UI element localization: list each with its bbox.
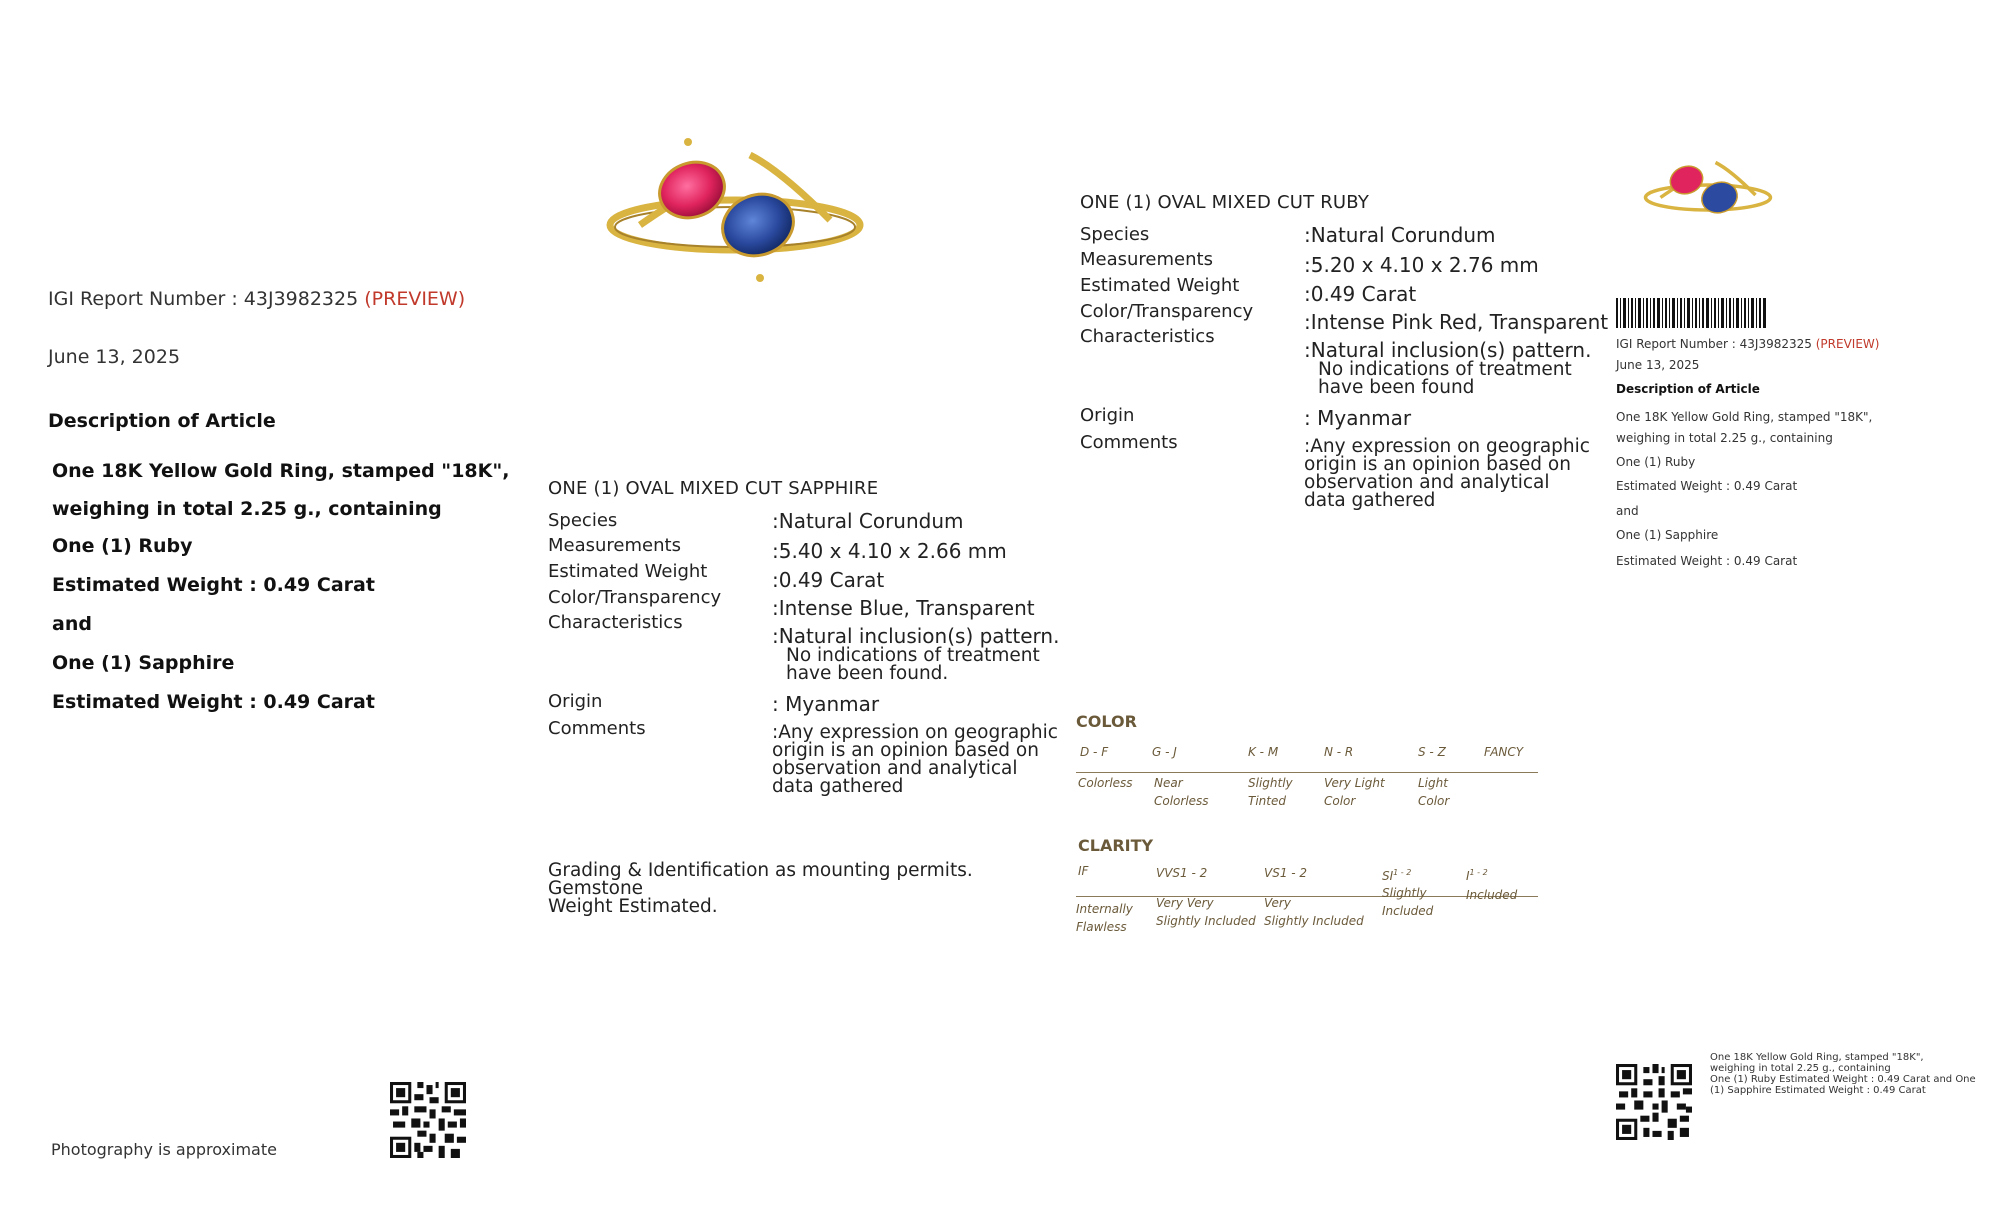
sapphire-comments-line: observation and analytical: [772, 758, 1018, 779]
description-line: One (1) Ruby: [52, 535, 193, 557]
summary-line: One (1) Sapphire: [1616, 528, 1719, 542]
summary-line: One 18K Yellow Gold Ring, stamped "18K",: [1616, 410, 1873, 424]
sapphire-color-label: Color/Transparency: [548, 587, 722, 608]
color-grade-desc: Very Light: [1324, 776, 1385, 790]
clarity-grade-code: [1466, 868, 1488, 883]
color-grade-code: S - Z: [1418, 745, 1446, 759]
sapphire-comments-label: Comments: [548, 718, 646, 739]
color-grade-desc: Colorless: [1078, 776, 1133, 790]
preview-badge: (PREVIEW): [364, 288, 466, 310]
clarity-grade-code: VVS1 - 2: [1156, 866, 1208, 880]
description-line: One (1) Sapphire: [52, 652, 235, 674]
summary-line: Estimated Weight : 0.49 Carat: [1616, 554, 1798, 568]
sapphire-origin-label: Origin: [548, 691, 603, 712]
color-grade-desc: Light: [1418, 776, 1448, 790]
clarity-grade-desc: Slightly: [1382, 886, 1427, 900]
grading-note-line: Grading & Identification as mounting permits. Gemstone: [548, 860, 973, 899]
color-grade-code: FANCY: [1484, 745, 1524, 759]
clarity-grade-sup: 1 - 2: [1393, 868, 1412, 877]
clarity-grade-desc: Included: [1382, 904, 1434, 918]
clarity-grade-desc: Included: [1466, 888, 1518, 902]
sapphire-measurements-label: Measurements: [548, 535, 681, 556]
ruby-comments-line: data gathered: [1304, 490, 1436, 511]
summary-report-number: [1616, 337, 1879, 351]
ruby-color-value: :Intense Pink Red, Transparent: [1304, 310, 1609, 334]
summary-line: One (1) Ruby: [1616, 455, 1696, 469]
color-grade-code: G - J: [1152, 745, 1177, 759]
color-grade-code: D - F: [1080, 745, 1109, 759]
color-scale-title: COLOR: [1076, 712, 1137, 731]
summary-date: June 13, 2025: [1616, 358, 1700, 372]
clarity-grade-desc: Slightly Included: [1264, 914, 1364, 928]
ruby-origin-value: : Myanmar: [1304, 406, 1412, 430]
grading-note-line: Weight Estimated.: [548, 896, 718, 917]
ring-thumbnail: [1640, 150, 1776, 230]
clarity-grade-desc: Very: [1264, 896, 1291, 910]
description-line: Estimated Weight : 0.49 Carat: [52, 691, 375, 713]
ruby-characteristics-extra: have been found: [1318, 377, 1475, 398]
summary-line: and: [1616, 504, 1639, 518]
ruby-comments-line: origin is an opinion based on: [1304, 454, 1571, 475]
color-grade-desc: Near: [1154, 776, 1183, 790]
clarity-grade-sup: 1 - 2: [1469, 868, 1488, 877]
sapphire-characteristics-value: :Natural inclusion(s) pattern.: [772, 624, 1060, 648]
sapphire-color-value: :Intense Blue, Transparent: [772, 596, 1035, 620]
ruby-measurements-label: Measurements: [1080, 249, 1213, 270]
ruby-characteristics-label: Characteristics: [1080, 326, 1215, 347]
ruby-species-value: :Natural Corundum: [1304, 223, 1496, 247]
sapphire-weight-value: :0.49 Carat: [772, 568, 885, 592]
summary-line: Estimated Weight : 0.49 Carat: [1616, 479, 1798, 493]
qr-caption-line: One 18K Yellow Gold Ring, stamped "18K",: [1710, 1052, 1924, 1063]
summary-qr-code-icon: [1616, 1064, 1692, 1140]
ruby-comments-line: :Any expression on geographic: [1304, 436, 1590, 457]
summary-description-title: Description of Article: [1616, 382, 1760, 396]
sapphire-weight-label: Estimated Weight: [548, 561, 708, 582]
clarity-grade-desc: Slightly Included: [1156, 914, 1256, 928]
grading-note: [548, 862, 1048, 916]
sapphire-characteristics-extra: No indications of treatment: [786, 645, 1040, 666]
ruby-comments-line: observation and analytical: [1304, 472, 1550, 493]
qr-caption-line: (1) Sapphire Estimated Weight : 0.49 Carat: [1710, 1085, 1926, 1096]
qr-caption-line: One (1) Ruby Estimated Weight : 0.49 Carat and One: [1710, 1074, 1976, 1085]
sapphire-species-value: :Natural Corundum: [772, 509, 964, 533]
clarity-grade-desc: Internally: [1076, 902, 1133, 916]
description-line: and: [52, 613, 92, 635]
qr-code-icon: [390, 1082, 466, 1158]
ruby-characteristics-value: :Natural inclusion(s) pattern.: [1304, 338, 1592, 362]
sapphire-measurements-value: :5.40 x 4.10 x 2.66 mm: [772, 539, 1007, 563]
ruby-weight-value: :0.49 Carat: [1304, 282, 1417, 306]
sapphire-comments-line: origin is an opinion based on: [772, 740, 1039, 761]
clarity-scale-title: CLARITY: [1078, 836, 1154, 855]
sapphire-characteristics-extra: have been found.: [786, 663, 949, 684]
clarity-grade-desc: Very Very: [1156, 896, 1214, 910]
summary-report-label: IGI Report Number : 43J3982325: [1616, 337, 1812, 351]
sapphire-species-label: Species: [548, 510, 618, 531]
description-line: weighing in total 2.25 g., containing: [52, 498, 442, 520]
report-number: [48, 288, 465, 310]
sapphire-comments-line: data gathered: [772, 776, 904, 797]
sapphire-comments-line: :Any expression on geographic: [772, 722, 1058, 743]
clarity-grade-code-text: I: [1466, 869, 1470, 883]
color-grade-desc: Slightly: [1248, 776, 1293, 790]
color-grade-desc: Colorless: [1154, 794, 1209, 808]
ruby-measurements-value: :5.20 x 4.10 x 2.76 mm: [1304, 253, 1539, 277]
ruby-characteristics-extra: No indications of treatment: [1318, 359, 1572, 380]
description-line: One 18K Yellow Gold Ring, stamped "18K",: [52, 460, 510, 482]
clarity-grade-code: VS1 - 2: [1264, 866, 1308, 880]
ruby-weight-label: Estimated Weight: [1080, 275, 1240, 296]
description-body: [52, 460, 509, 730]
color-grade-desc: Color: [1418, 794, 1450, 808]
clarity-grade-code: [1382, 868, 1411, 883]
ruby-origin-label: Origin: [1080, 405, 1135, 426]
color-grade-desc: Tinted: [1248, 794, 1286, 808]
report-date: June 13, 2025: [48, 346, 181, 368]
ruby-species-label: Species: [1080, 224, 1150, 245]
ruby-color-label: Color/Transparency: [1080, 301, 1254, 322]
color-grade-code: K - M: [1248, 745, 1279, 759]
description-title: Description of Article: [48, 410, 276, 432]
clarity-grade-code: IF: [1078, 864, 1089, 878]
sapphire-title: ONE (1) OVAL MIXED CUT SAPPHIRE: [548, 478, 879, 499]
qr-caption-line: weighing in total 2.25 g., containing: [1710, 1063, 1891, 1074]
barcode-icon: [1616, 298, 1768, 328]
sapphire-origin-value: : Myanmar: [772, 692, 880, 716]
clarity-grade-desc: Flawless: [1076, 920, 1127, 934]
summary-preview-badge: (PREVIEW): [1815, 337, 1880, 351]
summary-qr-caption: [1710, 1052, 1976, 1096]
clarity-grade-code-text: SI: [1382, 869, 1394, 883]
description-line: Estimated Weight : 0.49 Carat: [52, 574, 375, 596]
summary-line: weighing in total 2.25 g., containing: [1616, 431, 1833, 445]
photography-note: Photography is approximate: [51, 1140, 277, 1159]
color-grade-desc: Color: [1324, 794, 1356, 808]
ruby-comments-label: Comments: [1080, 432, 1178, 453]
color-scale-divider: [1076, 772, 1538, 773]
ruby-title: ONE (1) OVAL MIXED CUT RUBY: [1080, 192, 1370, 213]
ring-photo: [600, 130, 870, 290]
sapphire-characteristics-label: Characteristics: [548, 612, 683, 633]
color-grade-code: N - R: [1324, 745, 1354, 759]
report-number-label: IGI Report Number : 43J3982325: [48, 288, 359, 310]
